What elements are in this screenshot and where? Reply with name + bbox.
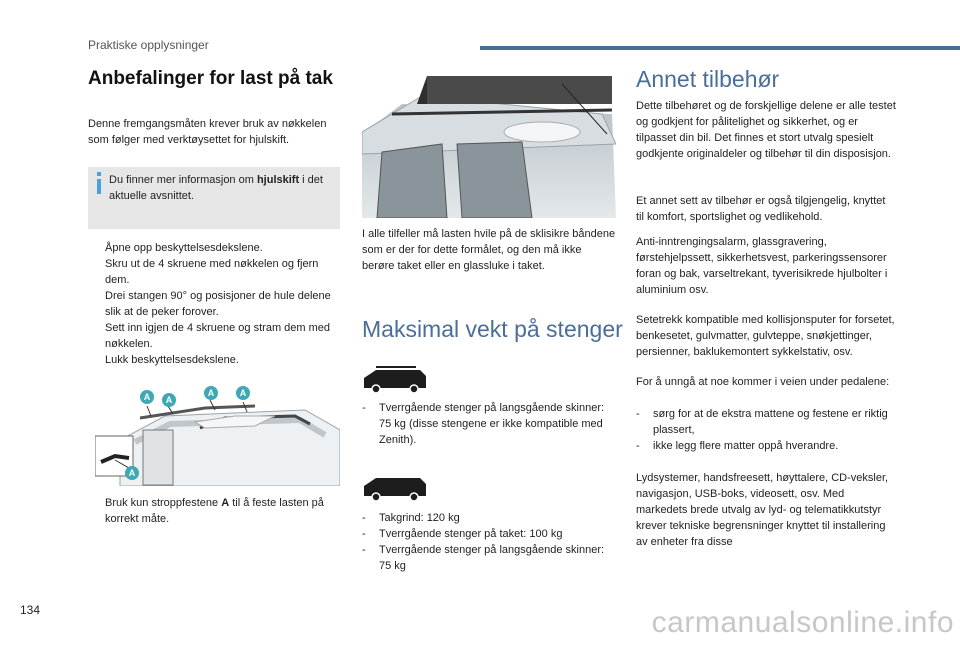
accessories-p2: Et annet sett av tilbehør er også tilgjengelig, knyttet til komfort, sportslighet og vedlikehold. (636, 195, 886, 223)
van-rails-icon (362, 364, 428, 394)
fitting-steps-list (88, 240, 342, 368)
list-item: Sett inn igjen de 4 skruene og stram dem med nøkkelen. (105, 322, 331, 350)
strap-note-list (88, 495, 342, 527)
list-item: Skru ut de 4 skruene med nøkkelen og fjern dem. (105, 258, 319, 286)
attachment-label: A (204, 386, 218, 400)
watermark: carmanualsonline.info (651, 606, 954, 639)
accessories-title: Annet tilbehør (636, 66, 780, 92)
section-label: Praktiske opplysninger (88, 38, 209, 52)
header-accent-bar (480, 46, 960, 50)
list-item: - Tverrgående stenger på taket: 100 kg (362, 528, 563, 540)
accessories-p6: Lydsystemer, handsfreesett, høyttalere, CD-veksler, navigasjon, USB-boks, videosett, osv. Med markedets brede utvalg av lyd- og telematikkutstyr krever tekniske begrensninger knyttet til installering av enheter fra disse (636, 472, 889, 548)
rails-weight-list (362, 400, 616, 448)
list-item: Lukk beskyttelsesdekslene. (105, 354, 239, 366)
mats-list (636, 406, 898, 454)
roof-box-photo (362, 74, 616, 218)
list-item: - Tverrgående stenger på langsgående skinner: 75 kg (disse stengene er ikke kompatible med Zenith). (362, 402, 605, 446)
list-item: - Tverrgående stenger på langsgående skinner: 75 kg (362, 544, 605, 572)
accessories-p3: Anti-inntrengingsalarm, glassgravering, førstehjelpssett, sikkerhetsvest, parkeringssensorer foran og bak, varseltrekant, tyverisikrede hjulbolter i aluminium osv. (636, 236, 888, 296)
attachment-label: A (140, 390, 154, 404)
list-item: - Takgrind: 120 kg (362, 512, 460, 524)
attachment-label: A (125, 466, 139, 480)
accessories-p4: Setetrekk kompatible med kollisjonsputer for forsetet, benkesetet, gulvmatter, gulvteppe, snøkjettinger, persienner, baklukemontert sykkelstativ, osv. (636, 314, 895, 358)
info-icon (96, 172, 102, 194)
van-roof-icon (362, 472, 428, 502)
roof-weight-list (362, 510, 616, 574)
load-rest-note: I alle tilfeller må lasten hvile på de sklisikre båndene som er der for dette formålet, og den må ikke berøre taket eller en glassluke i taket. (362, 228, 616, 272)
page-number: 134 (20, 603, 41, 617)
max-weight-title: Maksimal vekt på stenger (362, 316, 623, 342)
attachment-label: A (162, 393, 176, 407)
roof-load-intro: Denne fremgangsmåten krever bruk av nøkkelen som følger med verktøysettet for hjulskift. (88, 118, 327, 146)
list-item: - ikke legg flere matter oppå hverandre. (636, 440, 839, 452)
accessories-p1: Dette tilbehøret og de forskjellige delene er alle testet og godkjent for pålitelighet og sikkerhet, og er tilpasset din bil. Det finnes et stort utvalg spesielt godkjente originaldeler og tilbehør til din disposisjon. (636, 100, 896, 160)
list-item: - sørg for at de ekstra mattene og festene er riktig plassert, (636, 408, 888, 436)
list-item: Drei stangen 90° og posisjoner de hule delene slik at de peker forover. (105, 290, 331, 318)
list-item: Bruk kun stroppfestene A til å feste lasten på korrekt måte. (105, 497, 324, 525)
accessories-p5: For å unngå at noe kommer i veien under pedalene: (636, 376, 890, 388)
info-text: Du finner mer informasjon om hjulskift i det aktuelle avsnittet. (109, 174, 323, 202)
list-item: Åpne opp beskyttelsesdekslene. (105, 242, 263, 254)
attachment-label: A (236, 386, 250, 400)
roof-load-title: Anbefalinger for last på tak (88, 68, 333, 89)
